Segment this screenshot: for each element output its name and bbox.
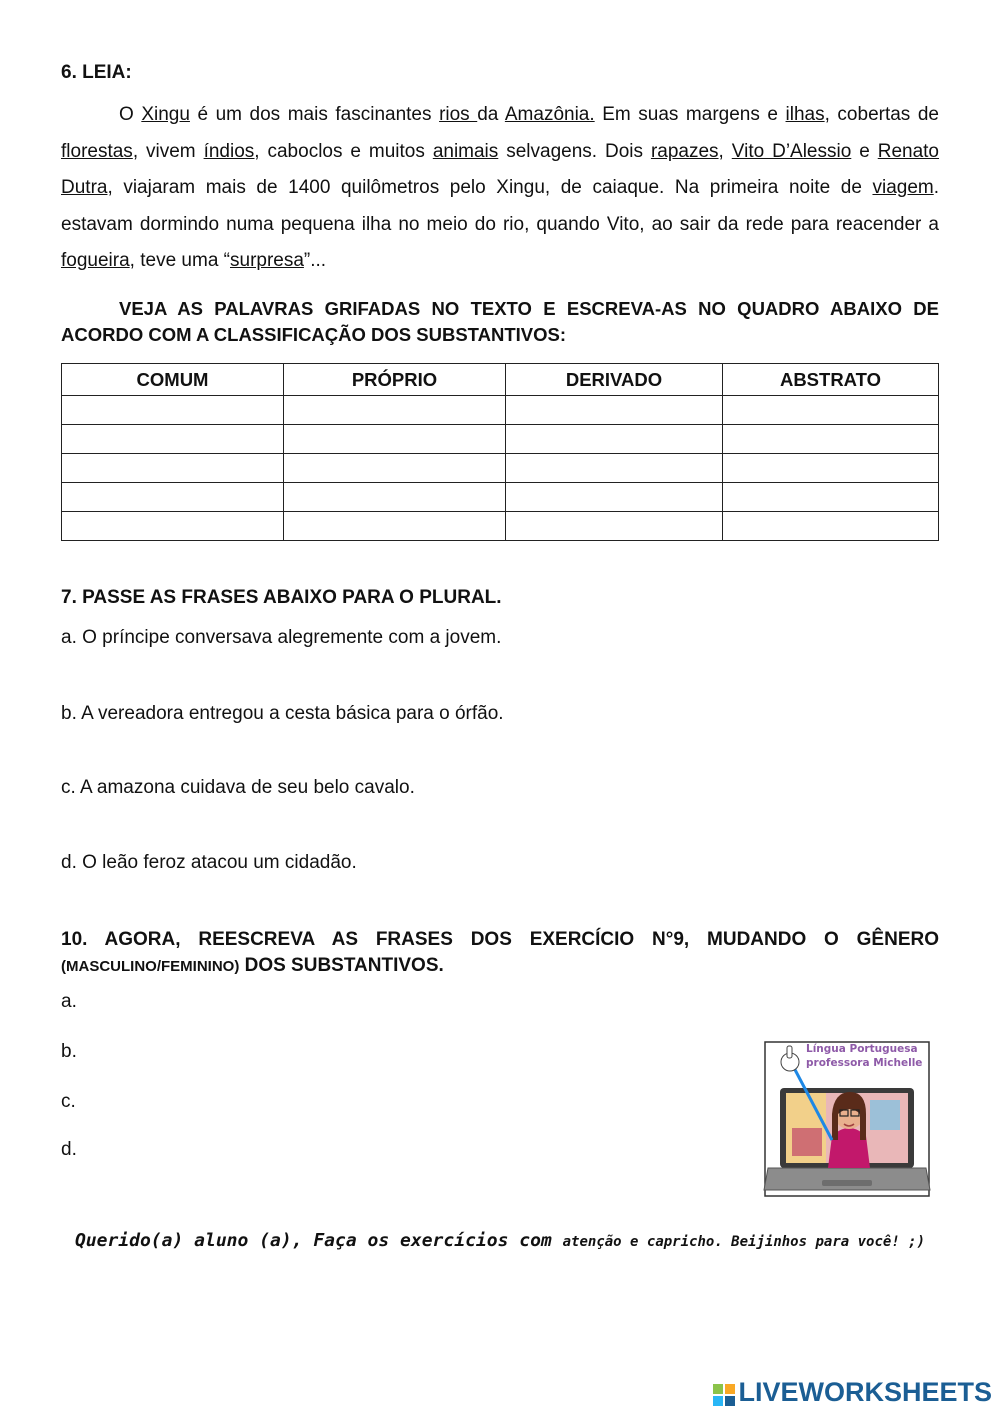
table-cell-input[interactable]: [723, 512, 939, 541]
paragraph-text: , viajaram mais de 1400 quilômetros pelo Xingu, de caiaque. Na primeira noite de: [107, 177, 873, 198]
table-cell-input[interactable]: [284, 396, 506, 425]
liveworksheets-brand[interactable]: [713, 1377, 992, 1408]
q10-title-end: DOS SUBSTANTIVOS.: [239, 955, 444, 976]
table-header-row: [62, 364, 939, 396]
paragraph-text: selvagens. Dois: [498, 140, 651, 162]
underlined-word: florestas: [61, 140, 133, 162]
closing-part1: Querido(a) aluno (a), Faça os exercícios com: [74, 1230, 563, 1251]
badge-line1: Língua Portuguesa: [806, 1043, 918, 1055]
underlined-word: ilhas: [785, 104, 825, 125]
underlined-word: rios: [439, 104, 478, 125]
paragraph-text: é um dos mais fascinantes: [189, 104, 440, 125]
q10-title-main: 10. AGORA, REESCREVA AS FRASES DOS EXERCÍCIO N°9, MUDANDO O GÊNERO: [61, 929, 939, 950]
paragraph-text: O: [119, 104, 142, 125]
underlined-word: fogueira: [61, 250, 130, 271]
paragraph-text: Em suas margens e: [594, 104, 786, 125]
q10-item-d: d.: [61, 1139, 77, 1160]
paragraph-text: ,: [718, 140, 732, 162]
underlined-word: índios,: [203, 140, 260, 162]
brand-name: LIVEWORKSHEETS: [738, 1377, 992, 1407]
table-cell-input[interactable]: [62, 396, 284, 425]
underlined-word: Vito D’Alessio: [731, 140, 852, 162]
q10-title: [61, 927, 939, 980]
closing-part2: atenção e capricho. Beijinhos para você! ;): [562, 1234, 926, 1250]
table-row: [62, 425, 939, 454]
q7-item-a: a. O príncipe conversava alegremente com a jovem.: [61, 627, 502, 648]
badge-line2: professora Michelle: [806, 1057, 923, 1069]
paragraph-text: da: [477, 104, 505, 125]
table-cell-input[interactable]: [723, 396, 939, 425]
paragraph-text: . estavam dormindo numa pequena ilha no meio do rio, quando Vito, ao sair da rede para reacender a: [61, 177, 939, 235]
table-cell-input[interactable]: [284, 425, 506, 454]
liveworksheets-logo-icon: [713, 1382, 735, 1404]
q7-item-b: b. A vereadora entregou a cesta básica para o órfão.: [61, 703, 504, 724]
classification-table: [61, 363, 939, 541]
laptop-illustration: [762, 1040, 932, 1198]
table-cell-input[interactable]: [284, 512, 506, 541]
table-row: [62, 396, 939, 425]
paragraph-text: ”...: [303, 250, 327, 271]
q7-item-d: d. O leão feroz atacou um cidadão.: [61, 852, 357, 873]
table-cell-input[interactable]: [723, 454, 939, 483]
table-cell-input[interactable]: [284, 483, 506, 512]
q6-title: 6. LEIA:: [61, 62, 132, 83]
paragraph-text: , vivem: [132, 140, 204, 162]
q7-title: 7. PASSE AS FRASES ABAIXO PARA O PLURAL.: [61, 587, 502, 608]
table-row: [62, 483, 939, 512]
underlined-word: animais: [432, 140, 499, 162]
underlined-word: Renato Dutra: [61, 140, 940, 198]
q10-item-b: b.: [61, 1041, 77, 1062]
paragraph-text: , teve uma “: [129, 250, 230, 271]
q10-item-c: c.: [61, 1091, 76, 1112]
q6-paragraph: [61, 97, 939, 280]
header-abstrato: ABSTRATO: [723, 364, 939, 396]
paragraph-text: , cobertas de: [824, 104, 939, 125]
underlined-word: surpresa: [230, 250, 304, 271]
header-comum: COMUM: [62, 364, 284, 396]
table-cell-input[interactable]: [284, 454, 506, 483]
table-row: [62, 454, 939, 483]
table-cell-input[interactable]: [723, 425, 939, 454]
table-cell-input[interactable]: [62, 512, 284, 541]
q10-item-a: a.: [61, 991, 77, 1012]
paragraph-text: caboclos e muitos: [259, 140, 433, 162]
header-derivado: DERIVADO: [506, 364, 723, 396]
closing-message: [0, 1230, 1000, 1251]
paragraph-text: e: [851, 140, 878, 162]
header-proprio: PRÓPRIO: [284, 364, 506, 396]
q10-title-small: (MASCULINO/FEMININO): [61, 958, 240, 975]
table-cell-input[interactable]: [723, 483, 939, 512]
underlined-word: Xingu: [141, 104, 190, 125]
table-cell-input[interactable]: [62, 454, 284, 483]
table-cell-input[interactable]: [506, 483, 723, 512]
table-cell-input[interactable]: [506, 396, 723, 425]
q6-instruction: VEJA AS PALAVRAS GRIFADAS NO TEXTO E ESCREVA-AS NO QUADRO ABAIXO DE ACORDO COM A CLASSIFICAÇÃO DOS SUBSTANTIVOS:: [61, 298, 939, 345]
table-cell-input[interactable]: [506, 512, 723, 541]
table-row: [62, 512, 939, 541]
table-cell-input[interactable]: [506, 425, 723, 454]
underlined-word: rapazes: [650, 140, 719, 162]
table-cell-input[interactable]: [62, 425, 284, 454]
table-cell-input[interactable]: [62, 483, 284, 512]
teacher-laptop-image: [762, 1040, 932, 1198]
q7-item-c: c. A amazona cuidava de seu belo cavalo.: [61, 777, 415, 798]
table-cell-input[interactable]: [506, 454, 723, 483]
underlined-word: Amazônia.: [504, 104, 595, 125]
underlined-word: viagem: [872, 177, 934, 198]
